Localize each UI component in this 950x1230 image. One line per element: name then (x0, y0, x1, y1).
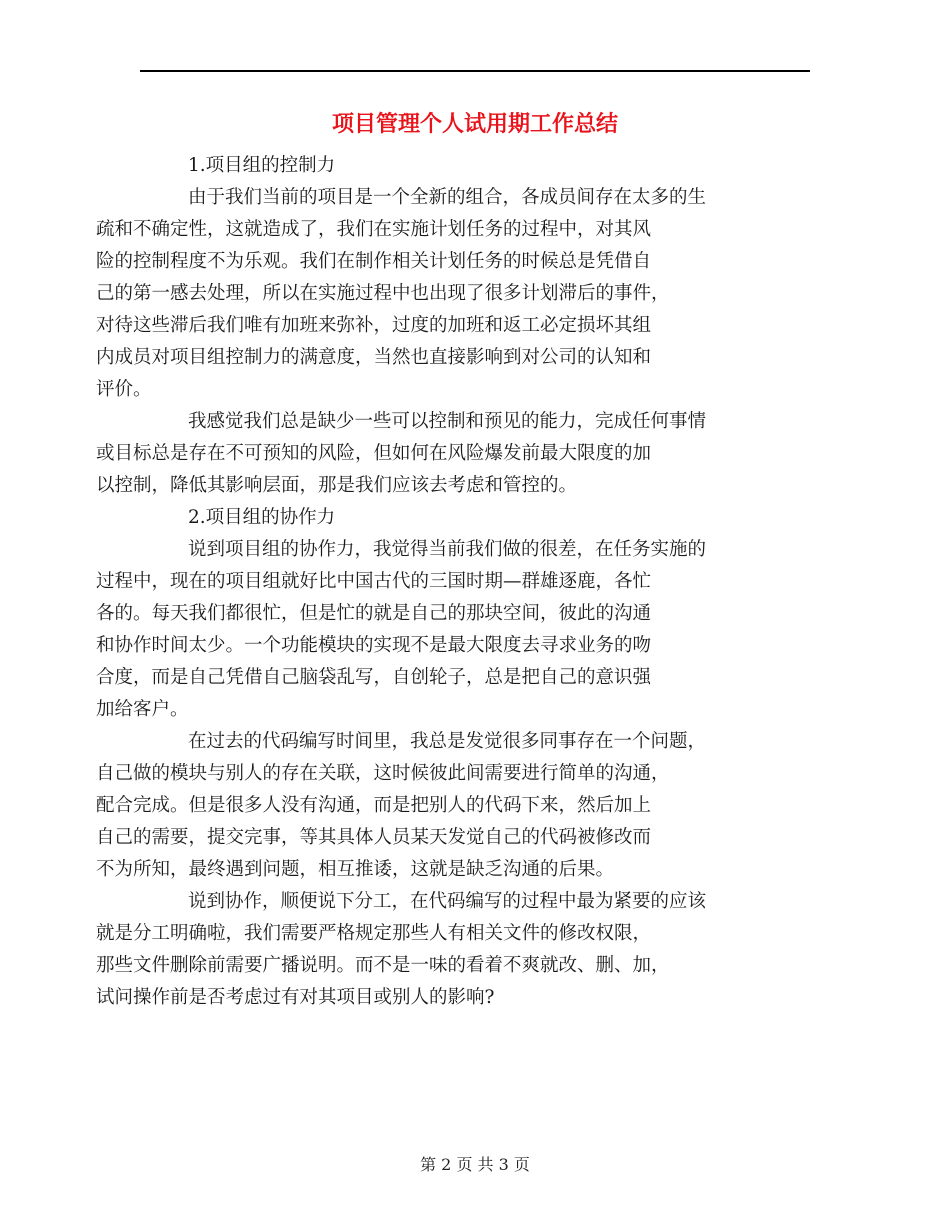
text-line: 那些文件删除前需要广播说明。而不是一味的看着不爽就改、删、加， (96, 955, 670, 976)
text-line: 过程中，现在的项目组就好比中国古代的三国时期—群雄逐鹿，各忙 (96, 571, 652, 592)
text-line: 2.项目组的协作力 (188, 507, 336, 528)
text-line: 疏和不确定性，这就造成了，我们在实施计划任务的过程中，对其风 (96, 219, 652, 240)
text-line: 在过去的代码编写时间里，我总是发觉很多同事存在一个问题， (188, 731, 707, 752)
paragraph (96, 406, 802, 502)
paragraph (142, 502, 802, 534)
text-line: 不为所知，最终遇到问题，相互推诿，这就是缺乏沟通的后果。 (96, 859, 615, 880)
text-line: 内成员对项目组控制力的满意度，当然也直接影响到对公司的认知和 (96, 347, 652, 368)
text-line: 或目标总是存在不可预知的风险，但如何在风险爆发前最大限度的加 (96, 443, 652, 464)
document-title: 项目管理个人试用期工作总结 (331, 112, 618, 137)
text-line: 我感觉我们总是缺少一些可以控制和预见的能力，完成任何事情 (188, 411, 707, 432)
text-line: 和协作时间太少。一个功能模块的实现不是最大限度去寻求业务的吻 (96, 635, 652, 656)
paragraph (96, 182, 802, 406)
paragraph (96, 534, 802, 726)
text-line: 自己的需要，提交完事，等其具体人员某天发觉自己的代码被修改而 (96, 827, 652, 848)
text-line: 说到项目组的协作力，我觉得当前我们做的很差，在任务实施的 (188, 539, 707, 560)
header-rule (140, 70, 810, 72)
text-line: 合度，而是自己凭借自己脑袋乱写，自创轮子，总是把自己的意识强 (96, 667, 652, 688)
text-line: 说到协作，顺便说下分工，在代码编写的过程中最为紧要的应该 (188, 891, 707, 912)
paragraph (142, 150, 802, 182)
text-line: 己的第一感去处理，所以在实施过程中也出现了很多计划滞后的事件， (96, 283, 670, 304)
paragraph (96, 886, 802, 1014)
text-line: 就是分工明确啦，我们需要严格规定那些人有相关文件的修改权限， (96, 923, 652, 944)
text-line: 1.项目组的控制力 (188, 155, 336, 176)
paragraph (96, 726, 802, 886)
text-line: 险的控制程度不为乐观。我们在制作相关计划任务的时候总是凭借自 (96, 251, 652, 272)
text-line: 自己做的模块与别人的存在关联，这时候彼此间需要进行简单的沟通， (96, 763, 670, 784)
page-footer: 第 2 页 共 3 页 (420, 1155, 530, 1174)
text-line: 配合完成。但是很多人没有沟通，而是把别人的代码下来，然后加上 (96, 795, 652, 816)
text-line: 对待这些滞后我们唯有加班来弥补，过度的加班和返工必定损坏其组 (96, 315, 652, 336)
text-line: 以控制，降低其影响层面，那是我们应该去考虑和管控的。 (96, 475, 578, 496)
text-line: 各的。每天我们都很忙，但是忙的就是自己的那块空间，彼此的沟通 (96, 603, 652, 624)
text-line: 加给客户。 (96, 699, 189, 720)
document-body (96, 150, 802, 1014)
text-line: 由于我们当前的项目是一个全新的组合，各成员间存在太多的生 (188, 187, 707, 208)
text-line: 试问操作前是否考虑过有对其项目或别人的影响? (96, 987, 495, 1008)
text-line: 评价。 (96, 379, 152, 400)
